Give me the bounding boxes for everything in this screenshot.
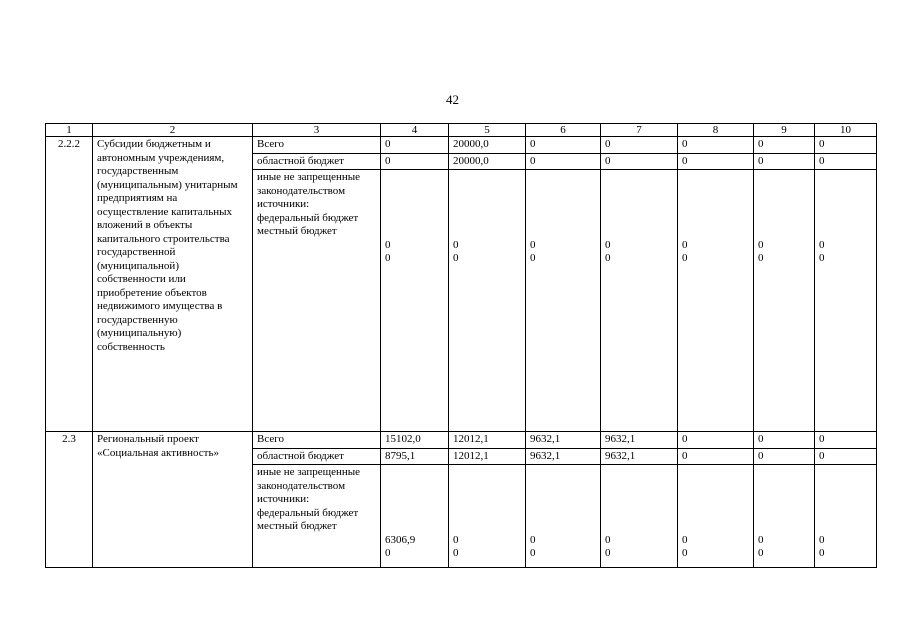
federal-value: 0: [758, 533, 764, 546]
local-value: 0: [819, 547, 825, 559]
row-code: 2.3: [46, 432, 93, 568]
table-cell: 12012,1: [449, 432, 526, 449]
table-cell: 20000,0: [449, 153, 526, 170]
table-cell: 8795,1: [381, 448, 449, 465]
source-label: Всего: [253, 137, 381, 154]
local-value: 0: [819, 252, 825, 264]
table-cell: 15102,0: [381, 432, 449, 449]
table-cell: [601, 170, 678, 432]
table-cell: 0: [815, 448, 877, 465]
table-cell: [449, 170, 526, 432]
table-cell: 20000,0: [449, 137, 526, 154]
table-cell: [601, 465, 678, 568]
local-value: 0: [530, 252, 536, 264]
table-cell: 9632,1: [601, 448, 678, 465]
row-name: Субсидии бюджетным и автономным учреждениям, государственным (муниципальным) унитарным предприятиям на осуществление капитальных вложений в объекты капитального строительства государственной (муниципальной) собственности или приобретение объектов недвижимого имущества в государственную (муниципальную) собственность: [93, 137, 253, 432]
table-cell: 0: [754, 448, 815, 465]
table-cell: 0: [815, 153, 877, 170]
local-value: 0: [682, 547, 688, 559]
local-value: 0: [758, 547, 764, 559]
federal-value: 0: [682, 238, 688, 251]
table-cell: [678, 465, 754, 568]
column-number: 9: [754, 124, 815, 137]
federal-value: 0: [758, 238, 764, 251]
column-number: 8: [678, 124, 754, 137]
table-cell: 9632,1: [526, 448, 601, 465]
table-cell: 0: [815, 137, 877, 154]
row-name: Региональный проект «Социальная активность»: [93, 432, 253, 568]
table-cell: 0: [526, 153, 601, 170]
table-cell: [815, 170, 877, 432]
source-cell: [253, 465, 381, 568]
federal-value: 0: [530, 533, 536, 546]
table-cell: 0: [678, 137, 754, 154]
table-cell: 0: [601, 137, 678, 154]
column-number: 1: [46, 124, 93, 137]
column-number: 5: [449, 124, 526, 137]
table-cell: [381, 465, 449, 568]
table-cell: 0: [815, 432, 877, 449]
table-cell: 0: [754, 137, 815, 154]
federal-value: 0: [453, 238, 459, 251]
source-label: областной бюджет: [253, 448, 381, 465]
source-label: местный бюджет: [257, 225, 337, 237]
column-numbers-row: [46, 124, 877, 137]
table-cell: 0: [678, 432, 754, 449]
local-value: 0: [605, 547, 611, 559]
federal-value: 0: [605, 533, 611, 546]
source-label: федеральный бюджет: [257, 211, 359, 224]
local-value: 0: [530, 547, 536, 559]
source-cell: [253, 170, 381, 432]
local-value: 0: [758, 252, 764, 264]
source-label: Всего: [253, 432, 381, 449]
column-number: 7: [601, 124, 678, 137]
local-value: 0: [453, 547, 459, 559]
table-row-total: [46, 137, 877, 154]
federal-value: 0: [682, 533, 688, 546]
table-cell: 0: [526, 137, 601, 154]
table-cell: 0: [381, 153, 449, 170]
table-cell: 0: [678, 448, 754, 465]
federal-value: 0: [530, 238, 536, 251]
local-value: 0: [453, 252, 459, 264]
table-cell: [815, 465, 877, 568]
table-cell: [678, 170, 754, 432]
table-cell: 0: [381, 137, 449, 154]
federal-value: 0: [819, 533, 825, 546]
table-cell: [754, 465, 815, 568]
federal-value: 0: [605, 238, 611, 251]
column-number: 3: [253, 124, 381, 137]
table-cell: 0: [601, 153, 678, 170]
source-label: местный бюджет: [257, 520, 337, 532]
column-number: 6: [526, 124, 601, 137]
table-cell: 12012,1: [449, 448, 526, 465]
page-number: 42: [446, 92, 459, 107]
federal-value: 6306,9: [385, 533, 416, 546]
federal-value: 0: [819, 238, 825, 251]
local-value: 0: [385, 252, 391, 264]
table-cell: 0: [754, 432, 815, 449]
table-cell: 9632,1: [526, 432, 601, 449]
table-cell: [381, 170, 449, 432]
source-label: иные не запрещенные законодательством источники:: [257, 466, 361, 505]
column-number: 4: [381, 124, 449, 137]
table-cell: 0: [754, 153, 815, 170]
budget-table: [45, 123, 877, 568]
table-cell: [754, 170, 815, 432]
column-number: 2: [93, 124, 253, 137]
local-value: 0: [385, 547, 391, 559]
table-cell: 0: [678, 153, 754, 170]
table-cell: [526, 465, 601, 568]
table-cell: [526, 170, 601, 432]
table-cell: [449, 465, 526, 568]
table-cell: 9632,1: [601, 432, 678, 449]
local-value: 0: [605, 252, 611, 264]
column-number: 10: [815, 124, 877, 137]
federal-value: 0: [453, 533, 459, 546]
source-label: федеральный бюджет: [257, 506, 359, 519]
table-row-total: [46, 432, 877, 449]
federal-value: 0: [385, 238, 391, 251]
row-code: 2.2.2: [46, 137, 93, 432]
local-value: 0: [682, 252, 688, 264]
source-label: иные не запрещенные законодательством источники:: [257, 171, 361, 210]
source-label: областной бюджет: [253, 153, 381, 170]
